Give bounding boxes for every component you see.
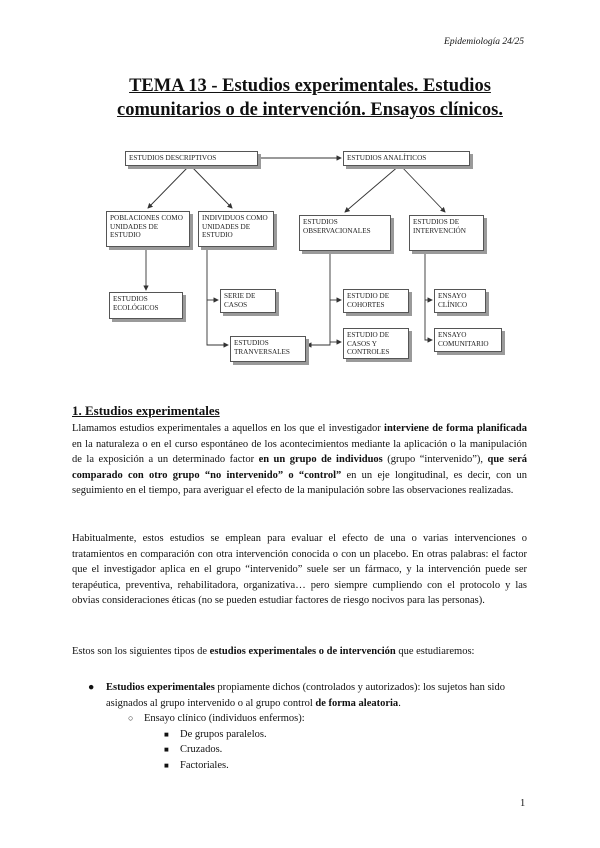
item-text: .	[398, 697, 401, 709]
connector	[190, 165, 232, 208]
connector	[307, 252, 330, 345]
item-bold: de forma aleatoria	[315, 697, 399, 709]
p1-text: en la naturaleza o en el curso espontáneo de los acontecimientos mediante la aplicación o la manipulación de la exposición a un determinado factor	[72, 438, 527, 466]
item-text: Cruzados.	[180, 744, 223, 756]
p3-text: Estos son los siguientes tipos de	[72, 646, 210, 657]
box-ensayo-comunitario: ENSAYO COMUNITARIO	[434, 328, 502, 352]
p1-text: Llamamos estudios experimentales a aquellos en los que el investigador	[72, 423, 385, 434]
box-casos-controles: ESTUDIO DE CASOS Y CONTROLES	[343, 328, 409, 359]
paragraph-2: Habitualmente, estos estudios se emplean para evaluar el efecto de una o varias intervenciones o tratamientos en comparación con otra intervención conocida o con un placebo. En otras palabras: el factor que el investigador aplica en el grupo “intervenido” suele ser un fármaco, y la intervención puede ser terapéutica, preventiva, rehabilitadora, organizativa… pero siempre cumpliendo con el protocolo y las obvias consideraciones éticas (no se pueden estudiar factores de riesgo nocivos para las personas).	[72, 533, 527, 607]
box-analiticos: ESTUDIOS ANALÍTICOS	[343, 151, 470, 166]
box-cohortes: ESTUDIO DE COHORTES	[343, 289, 409, 313]
item-bold: Estudios experimentales	[106, 682, 215, 693]
connector	[345, 165, 400, 212]
p1-bold: que será comparado con otro grupo “no intervenido” o “control”	[72, 454, 528, 481]
circle-bullet-icon: ○	[128, 713, 134, 724]
connector	[400, 165, 445, 212]
header-course: Epidemiología 24/25	[444, 37, 524, 47]
box-observacionales: ESTUDIOS OBSERVACIONALES	[299, 215, 391, 251]
p3-bold: estudios experimentales o de intervención	[209, 646, 396, 657]
square-bullet-icon: ■	[164, 760, 169, 770]
section-title: 1. Estudios experimentales	[72, 403, 220, 418]
connector	[425, 252, 432, 340]
p1-bold: en un grupo de individuos	[258, 454, 383, 466]
connector	[148, 165, 190, 208]
list-item	[72, 758, 527, 774]
item-text: Ensayo clínico (individuos enfermos):	[144, 713, 305, 725]
box-serie-casos: SERIE DE CASOS	[220, 289, 276, 313]
p1-text: (grupo “intervenido”),	[382, 454, 488, 466]
paragraph-3	[72, 644, 527, 660]
p1-text: en un eje longitudinal, es decir, con un seguimiento en el tiempo, para averiguar el efecto de la manipulación sobre las observaciones realizadas.	[72, 469, 527, 497]
title-line-1: TEMA 13 - Estudios experimentales. Estudios	[129, 76, 491, 96]
list-item	[72, 711, 527, 727]
box-individuos: INDIVIDUOS COMO UNIDADES DE ESTUDIO	[198, 211, 274, 247]
box-transversales: ESTUDIOS TRANVERSALES	[230, 336, 306, 362]
item-text: propiamente dichos (controlados y autorizados): los sujetos han sido asignados al grupo intervenido o al grupo control	[106, 682, 505, 709]
p3-text: que estudiaremos:	[395, 646, 475, 657]
box-poblaciones: POBLACIONES COMO UNIDADES DE ESTUDIO	[106, 211, 190, 247]
list-item	[72, 680, 527, 711]
p1-bold: interviene de forma planificada	[384, 423, 527, 434]
page-number: 1	[520, 798, 526, 809]
square-bullet-icon: ■	[164, 729, 169, 739]
item-text: Factoriales.	[180, 759, 229, 771]
paragraph-1	[72, 421, 527, 499]
bullet-icon: ●	[88, 682, 95, 693]
item-text: De grupos paralelos.	[180, 728, 267, 740]
box-intervencion: ESTUDIOS DE INTERVENCIÓN	[409, 215, 484, 251]
list-item	[72, 727, 527, 743]
box-ecologicos: ESTUDIOS ECOLÓGICOS	[109, 292, 183, 319]
square-bullet-icon: ■	[164, 745, 169, 755]
study-types-list	[72, 680, 527, 774]
box-ensayo-clinico: ENSAYO CLÍNICO	[434, 289, 486, 313]
list-item	[72, 742, 527, 758]
box-descriptivos: ESTUDIOS DESCRIPTIVOS	[125, 151, 258, 166]
title-line-2: comunitarios o de intervención. Ensayos clínicos.	[117, 100, 503, 120]
